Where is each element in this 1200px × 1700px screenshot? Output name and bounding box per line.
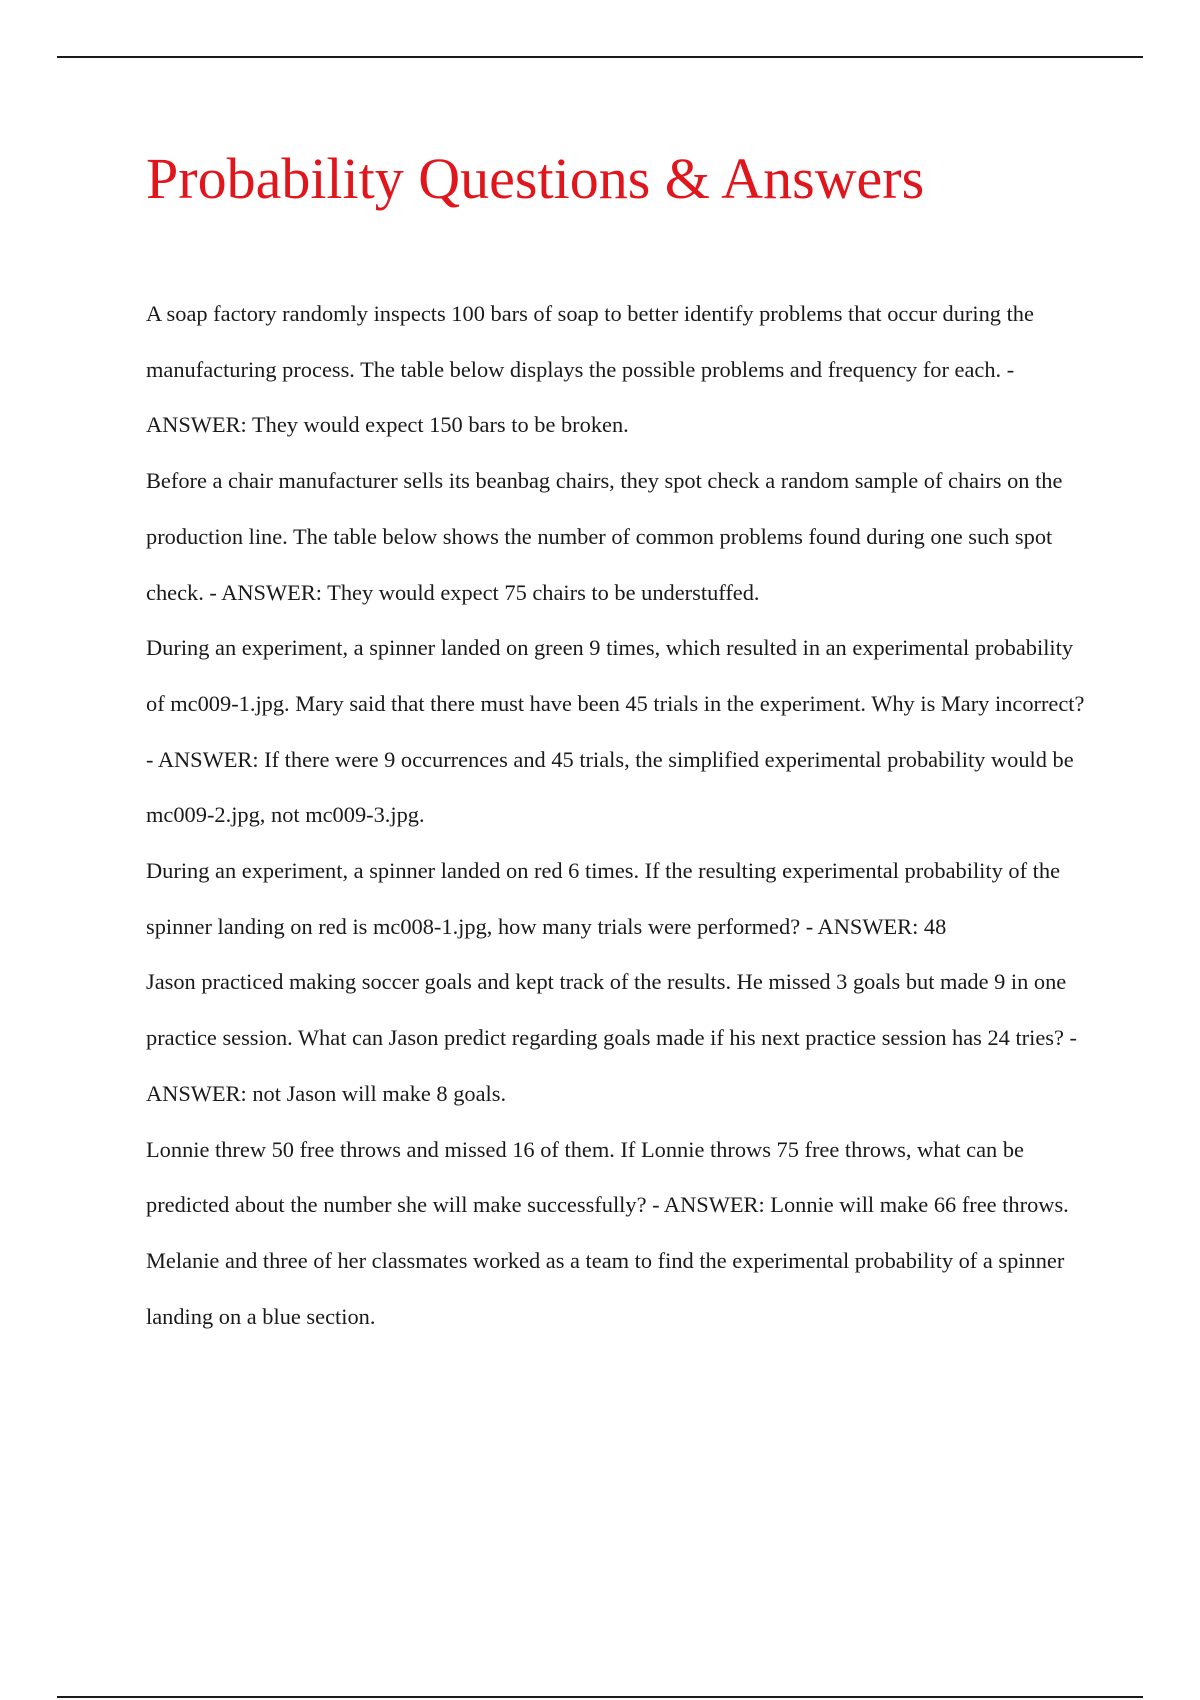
page-content bbox=[146, 140, 1096, 1344]
qa-item-green-spinner: During an experiment, a spinner landed on green 9 times, which resulted in an experimental probability of mc009-1.jpg. Mary said that there must have been 45 trials in the experiment. Why is Mary incorrect? - ANSWER: If there were 9 occurrences and 45 trials, the simplified experimental probability would be mc009-2.jpg, not mc009-3.jpg. bbox=[146, 635, 1085, 828]
qa-item-beanbag-chairs: Before a chair manufacturer sells its beanbag chairs, they spot check a random sample of chairs on the production line. The table below shows the number of common problems found during one such spot check. - ANSWER: They would expect 75 chairs to be understuffed. bbox=[146, 468, 1063, 605]
page-title: Probability Questions & Answers bbox=[146, 146, 925, 211]
qa-item-soap-factory: A soap factory randomly inspects 100 bars of soap to better identify problems that occur during the manufacturing process. The table below displays the possible problems and frequency for each. - ANSWER: They would expect 150 bars to be broken. bbox=[146, 301, 1034, 438]
qa-item-free-throws: Lonnie threw 50 free throws and missed 16 of them. If Lonnie throws 75 free throws, what can be predicted about the number she will make successfully? - ANSWER: Lonnie will make 66 free throws. bbox=[146, 1136, 1069, 1218]
qa-item-blue-section: Melanie and three of her classmates worked as a team to find the experimental probability of a spinner landing on a blue section. bbox=[146, 1247, 1065, 1329]
qa-item-red-spinner: During an experiment, a spinner landed on red 6 times. If the resulting experimental probability of the spinner landing on red is mc008-1.jpg, how many trials were performed? - ANSWER: 48 bbox=[146, 858, 1061, 939]
header-rule bbox=[57, 56, 1143, 58]
qa-item-soccer-goals: Jason practiced making soccer goals and kept track of the results. He missed 3 goals but made 9 in one practice session. What can Jason predict regarding goals made if his next practice session has 24 tries? - ANSWER: not Jason will make 8 goals. bbox=[146, 969, 1077, 1106]
footer-rule bbox=[57, 1696, 1143, 1698]
qa-list bbox=[146, 286, 1096, 1344]
